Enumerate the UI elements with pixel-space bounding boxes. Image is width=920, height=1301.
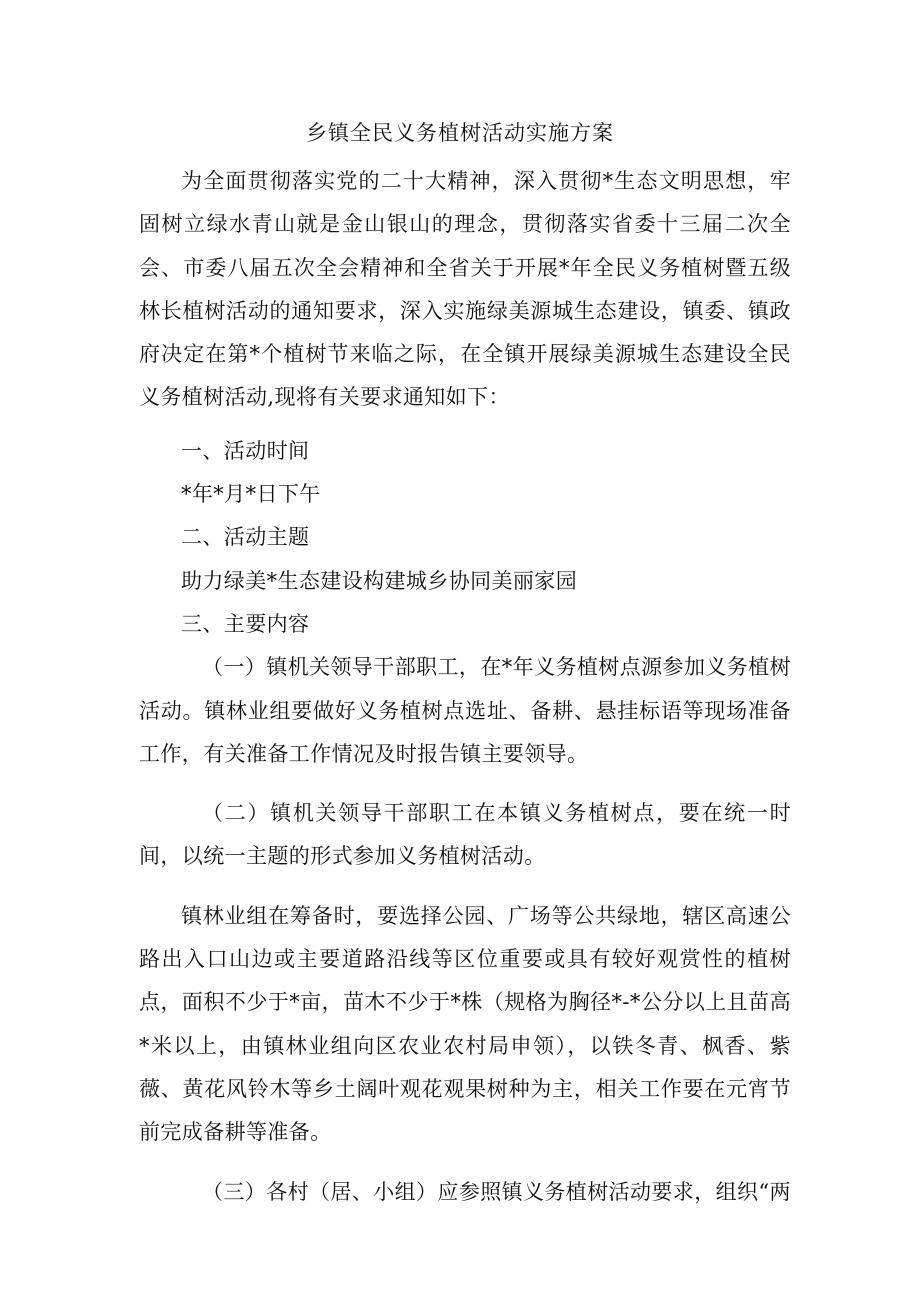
activity-theme: 助力绿美*生态建设构建城乡协同美丽家园 [181, 568, 578, 593]
activity-time: *年*月*日下午 [181, 482, 321, 507]
forestry-group-paragraph: 镇林业组在筹备时，要选择公园、广场等公共绿地，辖区高速公路出入口山边或主要道路沿线等区位重要或具有较好观赏性的植树点，面积不少于*亩，苗木不少于*株（规格为胸径*-*公分以上且苗高*米以上，由镇林业组向区农业农村局申领），以铁冬青、枫香、紫薇、黄花风铃木等乡土阔叶观花观果树种为主，相关工作要在元宵节前完成备耕等准备。 [139, 903, 791, 1145]
section-heading-theme: 二、活动主题 [181, 525, 310, 550]
document-title: 乡镇全民义务植树活动实施方案 [306, 121, 614, 145]
content-item-1: （一）镇机关领导干部职工，在*年义务植树点源参加义务植树活动。镇林业组要做好义务植树点选址、备耕、悬挂标语等现场准备工作，有关准备工作情况及时报告镇主要领导。 [139, 655, 791, 766]
content-item-2: （二）镇机关领导干部职工在本镇义务植树点，要在统一时间，以统一主题的形式参加义务植树活动。 [139, 801, 791, 869]
section-heading-content: 三、主要内容 [181, 611, 310, 636]
section-heading-time: 一、活动时间 [181, 438, 310, 463]
document-body [139, 160, 791, 1214]
content-item-3: （三）各村（居、小组）应参照镇义务植树活动要求，组织“两 [202, 1179, 791, 1204]
intro-paragraph: 为全面贯彻落实党的二十大精神，深入贯彻*生态文明思想，牢固树立绿水青山就是金山银山的理念，贯彻落实省委十三届二次全会、市委八届五次全会精神和全省关于开展*年全民义务植树暨五级林长植树活动的通知要求，深入实施绿美源城生态建设，镇委、镇政府决定在第*个植树节来临之际，在全镇开展绿美源城生态建设全民义务植树活动,现将有关要求通知如下： [139, 169, 791, 410]
